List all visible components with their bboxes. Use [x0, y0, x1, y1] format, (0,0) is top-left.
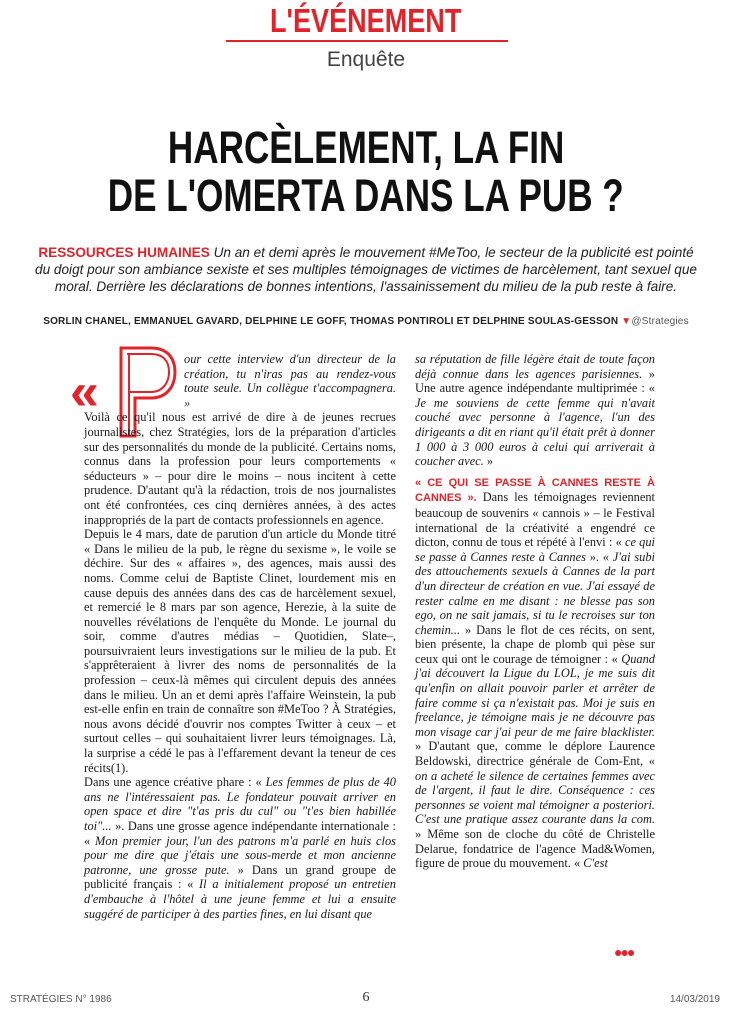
footer-issue: STRATÉGIES N° 1986 [10, 994, 112, 1005]
lead-paragraph-rest: Voilà ce qu'il nous est arrivé de dire à de jeunes recrues journalistes, chez Stratégies, lors de la préparation d'articles sur des personnalités du monde de la publicité. Certains noms, connus dans la profession pour leurs comportements « séducteurs » – pour dire le moins – nous incitent à cette prudence. D'autant qu'à la rédaction, trois de nos journalistes ont été confrontées, ces cinq dernières années, à des actes inappropriés de la part de contacts professionnels en agence. [84, 410, 396, 527]
standfirst-kicker: RESSOURCES HUMAINES [38, 245, 210, 260]
section-title: L'ÉVÉNEMENT [270, 2, 462, 39]
opening-quote-mark: « [70, 363, 99, 421]
col2-paragraph-1: sa réputation de fille légère était de toute façon déjà connue dans les agences parisiennes. » Une autre agence indépendante multiprimée : « Je me souviens de cette femme qui n'avait couché avec personne à l'agence, l'un des dirigeants a dit en riant qu'il était prêt à donner 1 000 à 3 000 euros à celui qui arriverait à coucher avec. » [415, 352, 655, 469]
byline-handle: @Strategies [631, 316, 689, 327]
byline-authors: SORLIN CHANEL, EMMANUEL GAVARD, DELPHINE LE GOFF, THOMAS PONTIROLI ET DELPHINE SOULAS-GESSON [43, 316, 619, 327]
col2-paragraph-2: « CE QUI SE PASSE À CANNES RESTE À CANNES ». Dans les témoignages reviennent beaucoup de souvenirs « cannois » – le Festival international de la créativité a engendré ce dicton, connu de tous et répété à l'envi : « ce qui se passe à Cannes reste à Cannes ». « J'ai subi des attouchements sexuels à Cannes de la part d'un directeur de création en vue. J'ai essayé de rester calme en me disant : ne blesse pas son ego, on ne sait jamais, si tu le recroises sur ton chemin... » Dans le flot de ces récits, on sent, bien présente, la chape de plomb qui pèse sur ceux qui ont le courage de témoigner : « Quand j'ai découvert la Ligue du LOL, je me suis dit qu'enfin on allait pouvoir parler et arrêter de faire comme si ça n'existait pas. Moi je suis en freelance, je témoigne mais je ne découvre pas mon visage car j'ai peur de me faire blacklister. » D'autant que, comme le déplore Laurence Beldowski, directrice générale de Com-Ent, « on a acheté le silence de certaines femmes avec de l'argent, il faut le dire. Conséquence : ces personnes se voient mal témoigner a posteriori. C'est une pratique assez courante dans la com. » Même son de cloche du côté de Christelle Delarue, fondatrice de l'agence Mad&Women, figure de proue du mouvement. « C'est [415, 476, 655, 871]
article-headline [0, 124, 732, 220]
standfirst-text: Un an et demi après le mouvement #MeToo, le secteur de la publicité est pointé du doigt pour son ambiance sexiste et ses multiples témoignages de victimes de harcèlement, tant sexuel que moral. Derrière les déclarations de bonnes intentions, l'assainissement du milieu de la pub reste à faire. [35, 245, 697, 294]
twitter-bird-icon: ▼ [621, 316, 632, 327]
article-standfirst [30, 244, 702, 295]
footer-page-number: 6 [362, 990, 370, 1005]
article-column-1 [84, 352, 396, 921]
lead-quote: our cette interview d'un directeur de la création, tu n'iras pas au rendez-vous toute seule. Un collègue t'accompagnera. » [184, 352, 396, 410]
intertitle: « CE QUI SE PASSE À CANNES RESTE À CANNES ». [415, 476, 655, 505]
headline-line-2: DE L'OMERTA DANS LA PUB ? [108, 170, 624, 221]
continued-dots-icon: ●●● [614, 946, 634, 961]
footer-date: 14/03/2019 [669, 994, 720, 1005]
paragraph-3: Dans une agence créative phare : « Les femmes de plus de 40 ans ne l'intéressaient pas. Le fondateur pouvait arriver en open space et dire "t'as pris du cul" ou "t'es bien habillée toi"... ». Dans une grosse agence indépendante internationale : « Mon premier jour, l'un des patrons m'a parlé en huis clos pour me dire que j'étais une sous-merde et mon ancienne patronne, une grosse pute. » Dans un grand groupe de publicité français : « Il a initialement proposé un entretien d'embauche à l'hôtel à une jeune femme et lui a ensuite suggéré de participer à des parties fines, en lui disant que [84, 775, 397, 921]
headline-line-1: HARCÈLEMENT, LA FIN [167, 122, 565, 173]
section-subtitle: Enquête [326, 48, 406, 71]
section-rubric [0, 2, 732, 40]
lead-paragraph-start [84, 352, 396, 410]
rubric-divider [226, 40, 508, 42]
paragraph-2: Depuis le 4 mars, date de parution d'un article du Monde titré « Dans le milieu de la pub, le règne du sexisme », le voile se déchire. Sur des « affaires », des agences, mais aussi des noms. Comme celui de Baptiste Clinet, lourdement mis en cause depuis des années dans des cas de harcèlement sexuel, et remercié le 8 mars par son agence, Herezie, à la suite de nouvelles révélations de l'enquête du Monde. Le journal du soir, comme d'autres médias – Quotidien, Slate–, poursuivraient leurs investigations sur le milieu de la pub. Et s'apprêteraient à livrer des noms de personnalités de la profession – ceux-là mêmes qui circulent depuis des années dans le milieu. Un an et demi après l'affaire Weinstein, la pub est-elle enfin en train de connaître son #MeToo ? À Stratégies, nous avons décidé d'ouvrir nos comptes Twitter à ceux – et surtout celles – qui souhaitaient livrer leurs témoignages. Là, la surprise a cédé le pas à l'effarement devant la teneur de ces récits(1). [84, 527, 396, 775]
article-column-2 [415, 352, 655, 871]
byline [0, 316, 732, 327]
